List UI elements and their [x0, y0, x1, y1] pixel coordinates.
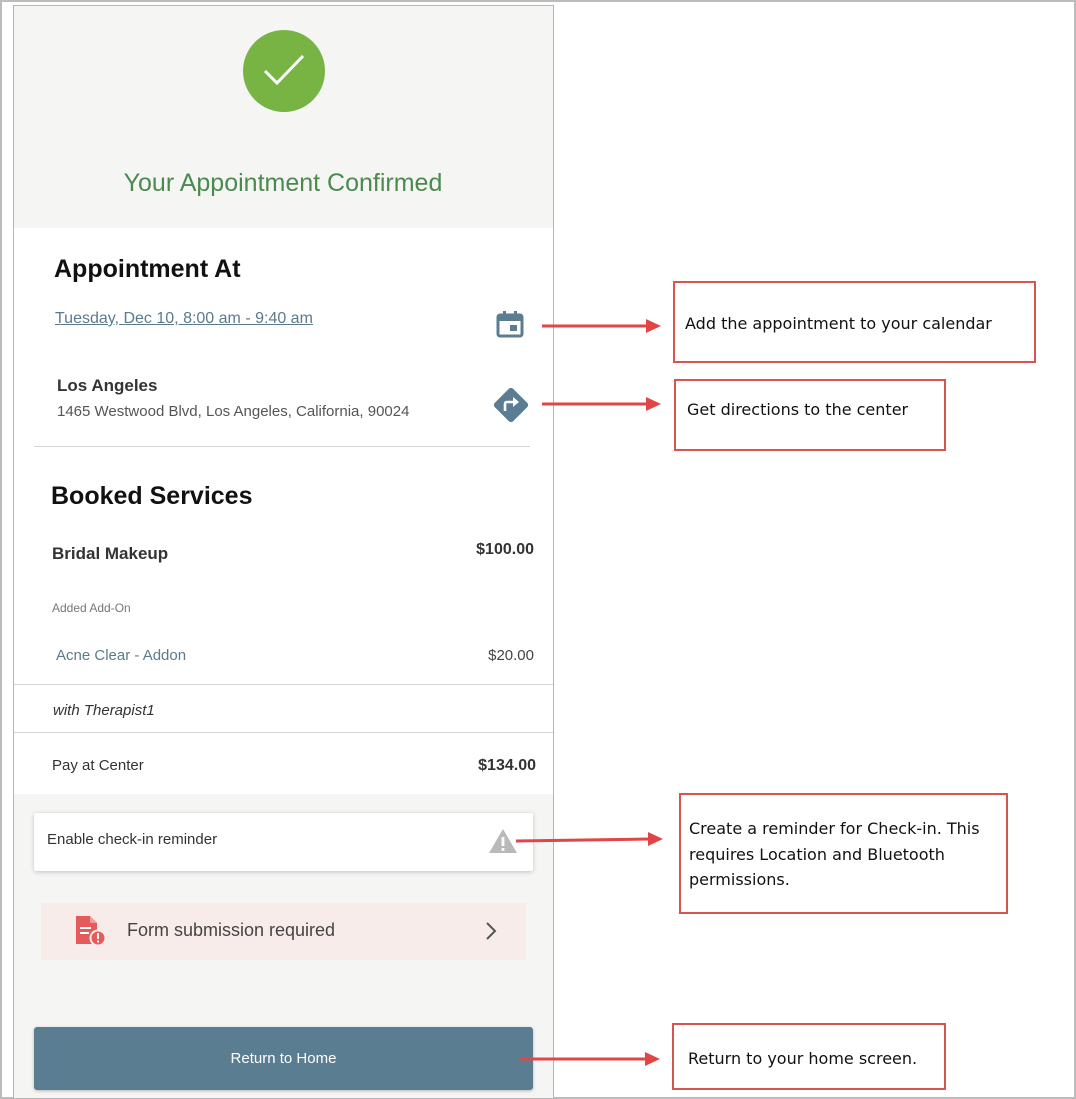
service-name: Bridal Makeup — [52, 544, 169, 563]
appointment-heading: Appointment At — [54, 255, 241, 283]
form-notice-label: Form submission required — [127, 920, 336, 940]
callout-directions — [674, 379, 946, 451]
callout-calendar-text: Add the appointment to your calendar — [685, 314, 992, 333]
phone-screen — [13, 5, 554, 1099]
location-address: 1465 Westwood Blvd, Los Angeles, California, 90024 — [57, 403, 410, 420]
chevron-right-icon — [484, 921, 498, 946]
reminder-label: Enable check-in reminder — [47, 831, 218, 848]
divider — [34, 446, 530, 447]
form-alert-icon — [74, 915, 108, 952]
confirmation-title: Your Appointment Confirmed — [123, 169, 443, 197]
callout-reminder — [679, 793, 1008, 914]
appointment-datetime-link[interactable]: Tuesday, Dec 10, 8:00 am - 9:40 am — [55, 310, 313, 327]
checkin-reminder-toggle[interactable] — [34, 813, 533, 871]
callout-arrow — [540, 316, 664, 336]
callout-arrow — [540, 394, 664, 414]
form-submission-notice[interactable] — [41, 903, 526, 960]
callout-arrow — [518, 1049, 663, 1069]
addon-name: Acne Clear - Addon — [56, 647, 187, 664]
divider — [14, 732, 554, 733]
addon-label: Added Add-On — [52, 601, 131, 615]
callout-calendar — [673, 281, 1036, 363]
confirmation-header — [14, 6, 553, 228]
booked-services-heading: Booked Services — [51, 482, 253, 510]
callout-home — [672, 1023, 946, 1090]
pay-total: $134.00 — [478, 757, 536, 774]
location-name: Los Angeles — [57, 376, 158, 395]
therapist-name: with Therapist1 — [53, 702, 155, 719]
callout-arrow — [514, 829, 666, 849]
appointment-card — [14, 228, 554, 794]
callout-home-text: Return to your home screen. — [688, 1049, 918, 1068]
check-icon — [243, 30, 325, 112]
calendar-icon[interactable] — [496, 310, 524, 343]
directions-icon[interactable] — [490, 384, 532, 431]
return-home-button[interactable]: Return to Home — [34, 1027, 533, 1090]
callout-directions-text: Get directions to the center — [687, 400, 909, 419]
service-price: $100.00 — [476, 541, 534, 558]
addon-price: $20.00 — [488, 647, 534, 664]
pay-label: Pay at Center — [52, 757, 144, 774]
callout-reminder-text: Create a reminder for Check-in. This requires Location and Bluetooth permissions. — [689, 819, 980, 890]
divider — [14, 684, 554, 685]
